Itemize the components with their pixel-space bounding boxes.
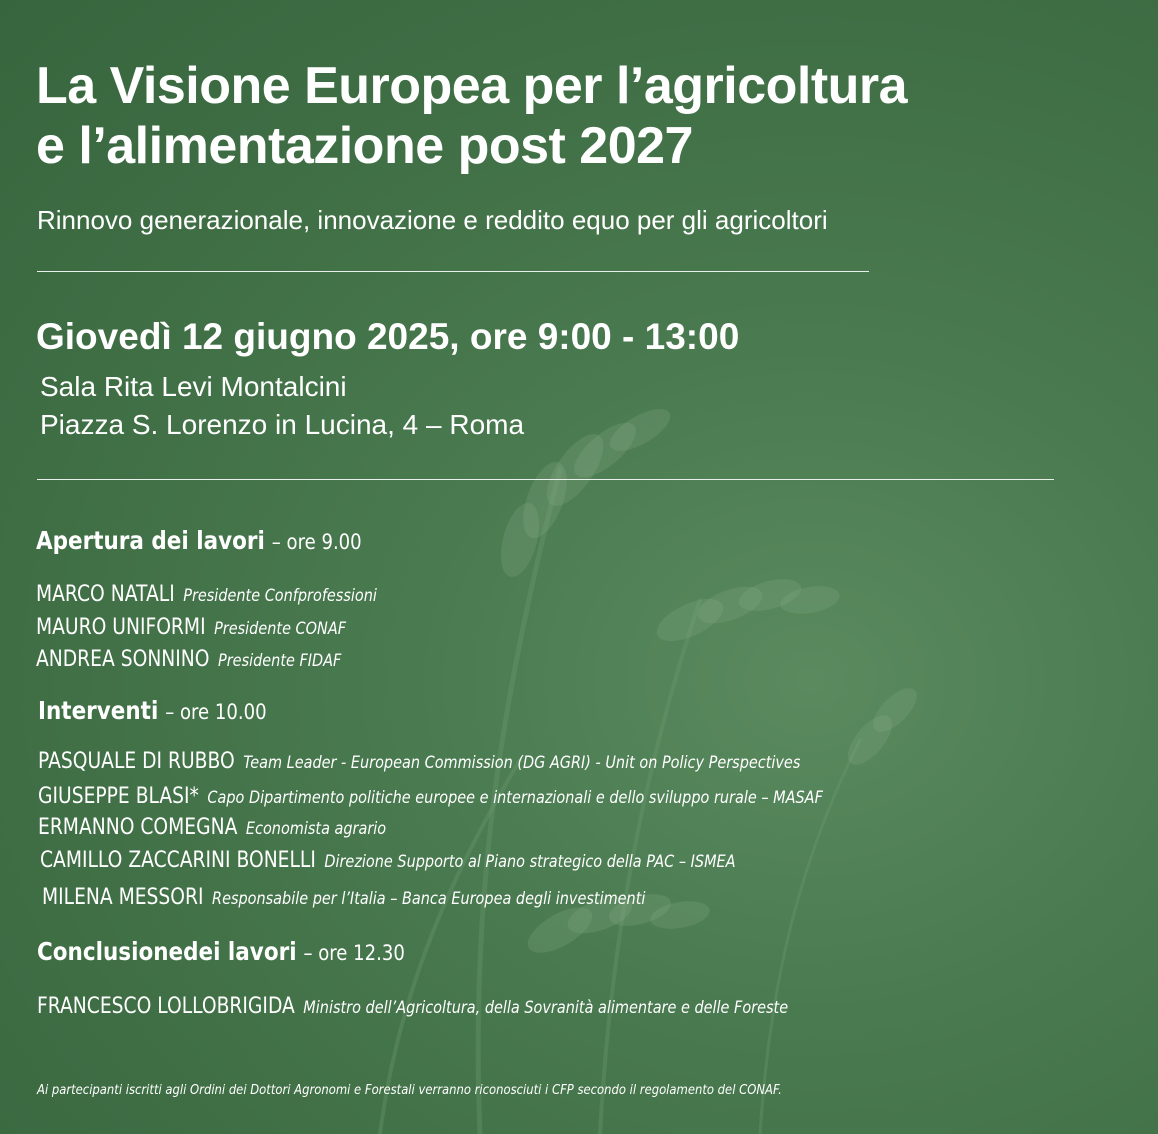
speaker-name: ANDREA SONNINO [36,647,210,672]
divider-top [37,271,869,272]
section-heading: Apertura dei lavori [36,526,265,555]
speaker-name: PASQUALE DI RUBBO [38,749,235,774]
speaker-row [38,749,800,774]
speaker-row [38,784,823,809]
speaker-name: CAMILLO ZACCARINI BONELLI [40,848,316,873]
speaker-role: Ministro dell’Agricoltura, della Sovranità alimentare e delle Foreste [303,998,789,1018]
speaker-name: MAURO UNIFORMI [36,615,206,640]
speaker-role: Direzione Supporto al Piano strategico della PAC – ISMEA [324,852,736,872]
section-closing [37,937,405,966]
section-talks [38,696,267,725]
speaker-name: MILENA MESSORI [42,885,204,910]
section-opening [36,526,362,555]
section-heading: Conclusionedei lavori [37,937,297,966]
speaker-role: Presidente Confprofessioni [183,586,377,606]
speaker-role: Presidente FIDAF [218,651,342,671]
speaker-row [42,885,645,910]
event-subtitle: Rinnovo generazionale, innovazione e reddito equo per gli agricoltori [37,205,828,235]
section-time: – ore 12.30 [303,941,405,965]
section-time: – ore 10.00 [165,700,267,724]
speaker-role: Responsabile per l’Italia – Banca Europea degli investimenti [212,889,646,909]
speaker-row [40,848,736,873]
speaker-name: MARCO NATALI [36,582,175,607]
speaker-name: GIUSEPPE BLASI* [38,784,199,809]
speaker-row [36,615,346,640]
event-venue [40,368,524,444]
section-time: – ore 9.00 [271,530,362,554]
speaker-role: Presidente CONAF [214,619,347,639]
cfp-footnote: Ai partecipanti iscritti agli Ordini dei Dottori Agronomi e Forestali verranno riconosciuti i CFP secondo il regolamento del CONAF. [37,1082,782,1098]
event-title-line-1: La Visione Europea per l’agricoltura [36,57,908,115]
speaker-name: FRANCESCO LOLLOBRIGIDA [37,994,295,1019]
venue-name: Sala Rita Levi Montalcini [40,371,347,402]
speaker-row [37,994,788,1019]
speaker-name: ERMANNO COMEGNA [38,815,238,840]
speaker-row [38,815,386,840]
section-heading: Interventi [38,696,159,725]
event-title [36,56,1136,176]
event-title-line-2: e l’alimentazione post 2027 [36,117,693,175]
speaker-role: Team Leader - European Commission (DG AGRI) - Unit on Policy Perspectives [243,753,801,773]
divider-bottom [37,479,1054,480]
speaker-row [36,582,377,607]
event-datetime: Giovedì 12 giugno 2025, ore 9:00 - 13:00 [36,316,740,357]
speaker-role: Capo Dipartimento politiche europee e internazionali e dello sviluppo rurale – MASAF [207,788,823,808]
venue-address: Piazza S. Lorenzo in Lucina, 4 – Roma [40,409,525,440]
speaker-row [36,647,341,672]
speaker-role: Economista agrario [245,819,387,839]
